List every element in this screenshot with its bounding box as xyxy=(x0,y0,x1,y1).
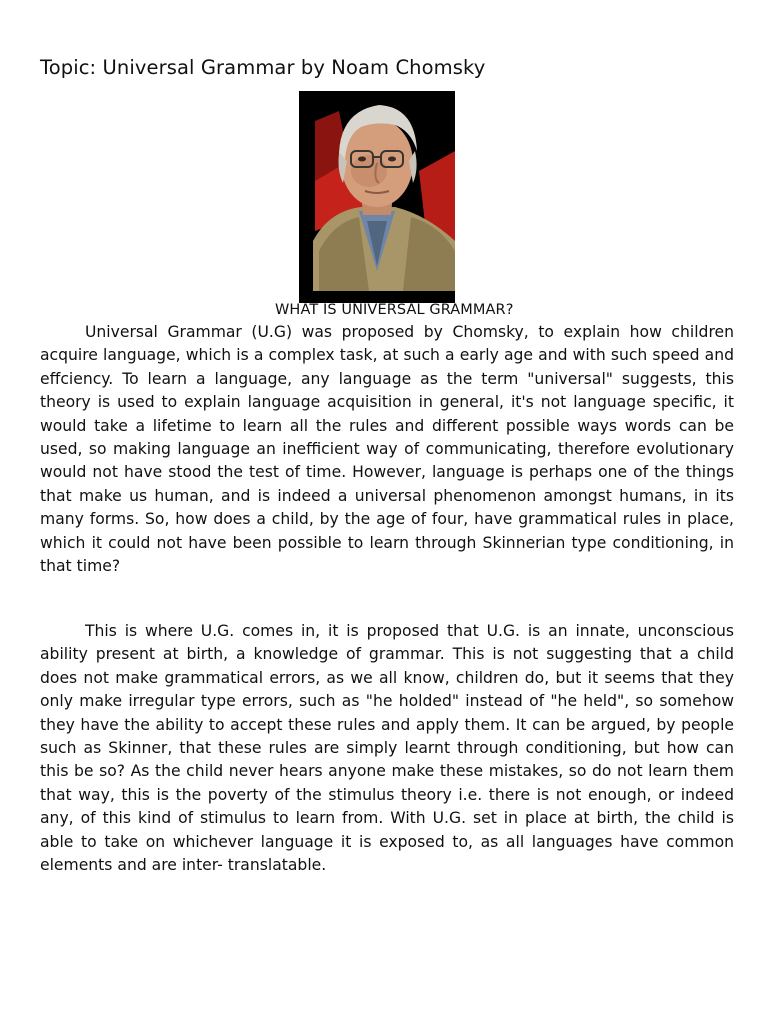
portrait-photo-icon xyxy=(299,91,455,303)
body-paragraph-2: This is where U.G. comes in, it is proposed that U.G. is an innate, unconscious ability present at birth, a knowledge of grammar. This is not suggesting that a child does not make grammatical errors, as we all know, children do, but it seems that they only make irregular type errors, such as "he holded" instead of "he held", so somehow they have the ability to accept these rules and apply them. It can be argued, by people such as Skinner, that these rules are simply learnt through conditioning, but how can this be so? As the child never hears anyone make these mistakes, so do not learn them that way, this is the poverty of the stimulus theory i.e. there is not enough, or indeed any, of this kind of stimulus to learn from. With U.G. set in place at birth, the child is able to take on whichever language it is exposed to, as all languages have common elements and are inter- translatable. xyxy=(40,622,734,875)
section-heading: WHAT IS UNIVERSAL GRAMMAR? xyxy=(275,302,514,318)
portrait-photo xyxy=(299,91,455,303)
page-title: Topic: Universal Grammar by Noam Chomsky xyxy=(40,56,486,79)
body-paragraph-1: Universal Grammar (U.G) was proposed by Chomsky, to explain how children acquire language, which is a complex task, at such a early age and with such speed and effciency. To learn a language, any language as the term "universal" suggests, this theory is used to explain language acquisition in general, it's not language specific, it would take a lifetime to learn all the rules and different possible ways words can be used, so making language an inefficient way of communicating, therefore evolutionary would not have stood the test of time. However, language is perhaps one of the things that make us human, and is indeed a universal phenomenon amongst humans, in its many forms. So, how does a child, by the age of four, have grammatical rules in place, which it could not have been possible to learn through Skinnerian type conditioning, in that time? xyxy=(40,323,734,576)
